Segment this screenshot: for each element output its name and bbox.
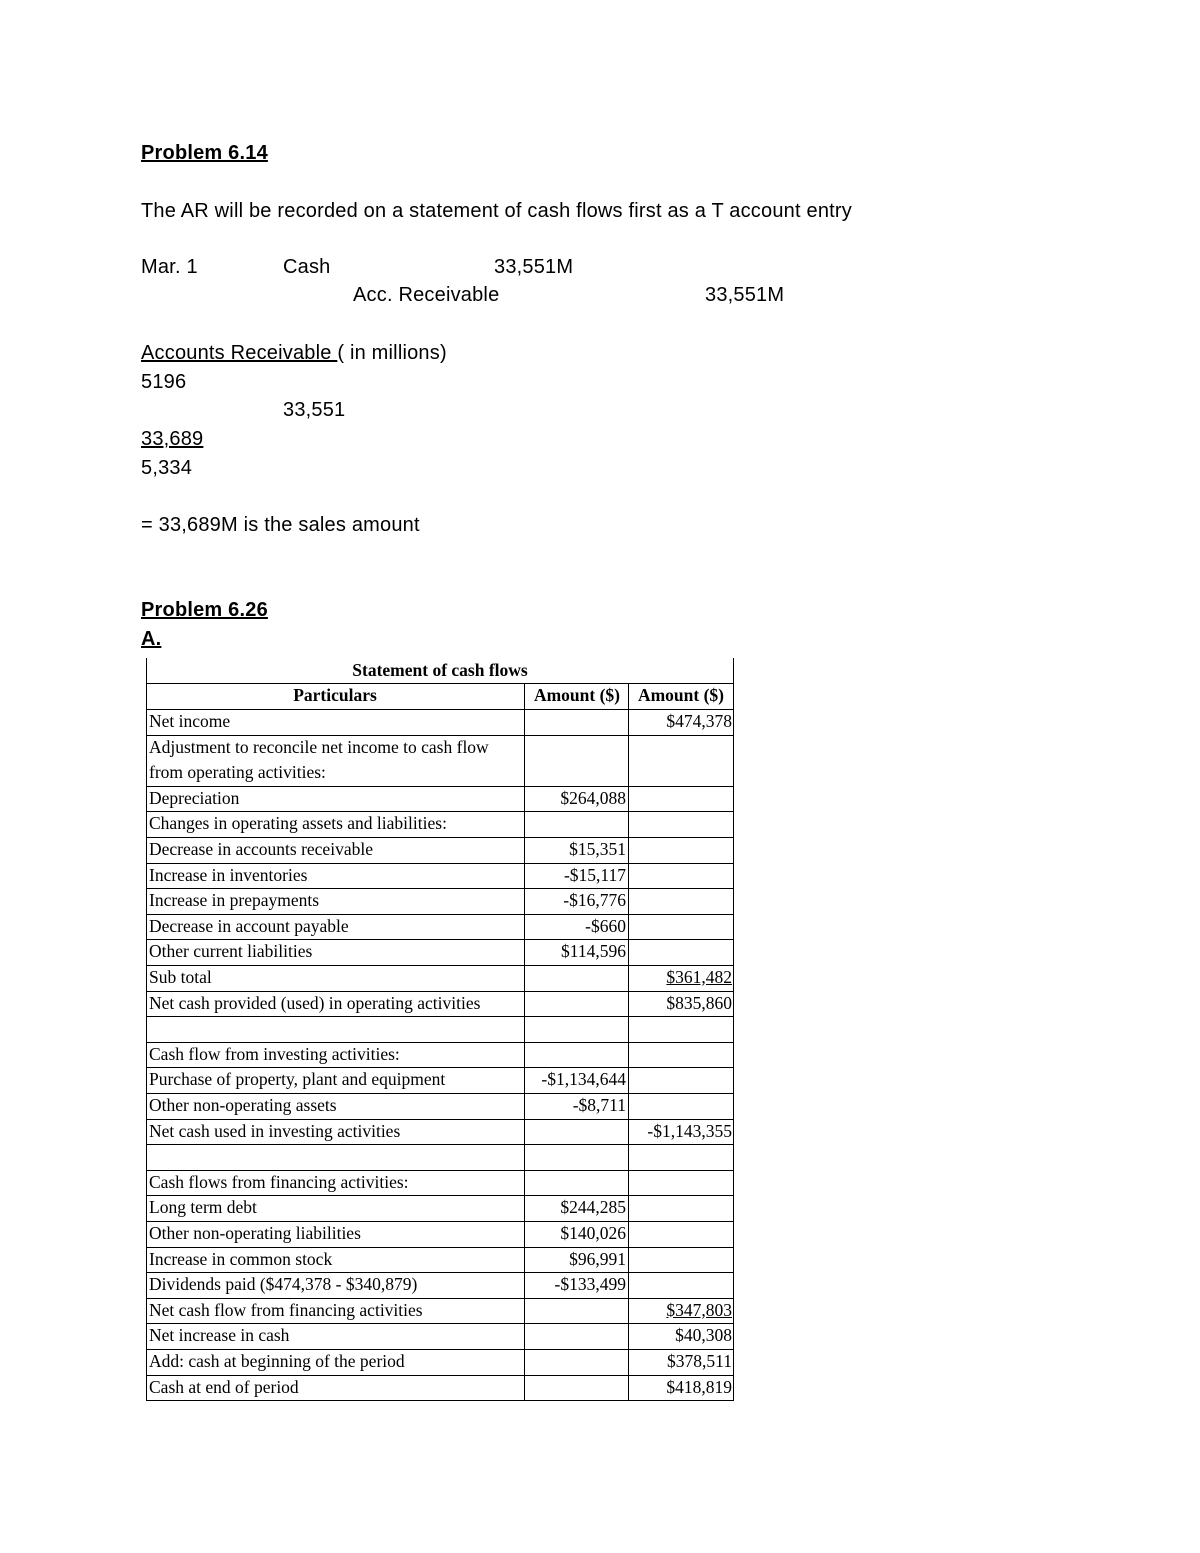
- entry-credit-account: Acc. Receivable: [353, 284, 500, 306]
- row-label: Depreciation: [149, 787, 240, 808]
- cash-flow-statement-table: [146, 658, 734, 1400]
- row-label: Net income: [149, 711, 231, 731]
- row-label: Sub total: [149, 967, 212, 987]
- row-label: from operating activities:: [149, 762, 326, 783]
- entry-date: Mar. 1: [141, 256, 198, 278]
- row-label: Net cash used in investing activities: [149, 1120, 401, 1141]
- row-amount-2: $835,860: [666, 992, 732, 1013]
- row-label: Increase in inventories: [149, 864, 308, 885]
- row-label: Net increase in cash: [149, 1325, 290, 1346]
- table-right-border: [733, 658, 734, 1400]
- row-amount-1: $140,026: [560, 1223, 626, 1243]
- entry-debit-amount: 33,551M: [494, 256, 574, 278]
- row-label: Long term debt: [149, 1197, 257, 1218]
- row-amount-2: $361,482: [666, 967, 732, 987]
- row-divider: [146, 1144, 734, 1145]
- problem-6-14-intro: The AR will be recorded on a statement of cash flows first as a T account entry: [141, 200, 852, 222]
- t-account-title-rest: ( in millions): [337, 342, 447, 364]
- row-label: Changes in operating assets and liabilities:: [149, 813, 447, 834]
- row-label: Increase in common stock: [149, 1248, 333, 1269]
- header-amount-2: Amount ($): [637, 685, 725, 705]
- row-amount-1: $114,596: [561, 941, 626, 962]
- row-amount-2: $418,819: [666, 1376, 732, 1397]
- row-label: Cash flow from investing activities:: [149, 1043, 400, 1064]
- table-left-border: [146, 658, 147, 1400]
- header-particulars: Particulars: [293, 685, 377, 705]
- row-divider: [146, 1400, 734, 1401]
- row-label: Net cash provided (used) in operating activities: [149, 992, 481, 1013]
- row-amount-2: $378,511: [667, 1351, 732, 1371]
- row-label: Net cash flow from financing activities: [149, 1299, 423, 1320]
- part-a-label: A.: [141, 628, 162, 650]
- row-label: Add: cash at beginning of the period: [149, 1351, 405, 1371]
- row-label: Dividends paid ($474,378 - $340,879): [149, 1274, 418, 1295]
- row-amount-1: $244,285: [560, 1197, 626, 1218]
- row-amount-2: $474,378: [666, 711, 732, 731]
- t-account-credit: 33,551: [283, 399, 346, 421]
- row-amount-1: -$16,776: [563, 890, 626, 911]
- t-account-title: [141, 342, 447, 365]
- header-amount-1: Amount ($): [533, 685, 621, 705]
- row-amount-1: $264,088: [560, 787, 626, 808]
- row-label: Other non-operating assets: [149, 1095, 337, 1115]
- row-amount-1: -$8,711: [572, 1095, 626, 1115]
- t-account-ending: 5,334: [141, 457, 193, 479]
- t-account-title-underlined: Accounts Receivable: [141, 342, 338, 364]
- row-amount-1: -$133,499: [554, 1274, 626, 1295]
- row-amount-2: $347,803: [666, 1299, 732, 1320]
- row-label: Purchase of property, plant and equipment: [149, 1069, 446, 1090]
- row-label: Cash flows from financing activities:: [149, 1171, 409, 1192]
- problem-6-26-title: Problem 6.26: [141, 599, 268, 621]
- problem-6-14-title: Problem 6.14: [141, 142, 268, 164]
- row-amount-2: -$1,143,355: [647, 1120, 732, 1141]
- row-label: Other non-operating liabilities: [149, 1223, 361, 1243]
- row-label: Decrease in accounts receivable: [149, 839, 373, 859]
- row-label: Other current liabilities: [149, 941, 313, 962]
- row-divider: [146, 1016, 734, 1017]
- row-label: Cash at end of period: [149, 1376, 299, 1397]
- row-amount-1: -$15,117: [563, 864, 626, 885]
- row-amount-2: $40,308: [675, 1325, 732, 1346]
- row-amount-1: -$660: [585, 915, 626, 936]
- row-label: Decrease in account payable: [149, 915, 349, 936]
- row-label: Increase in prepayments: [149, 890, 320, 911]
- row-amount-1: -$1,134,644: [541, 1069, 626, 1090]
- t-account-debit: 33,689: [141, 428, 204, 450]
- entry-credit-amount: 33,551M: [705, 284, 785, 306]
- entry-debit-account: Cash: [283, 256, 331, 278]
- sales-conclusion: = 33,689M is the sales amount: [141, 514, 420, 536]
- t-account-beginning: 5196: [141, 371, 187, 393]
- row-label: Adjustment to reconcile net income to cash flow: [149, 736, 489, 757]
- row-amount-1: $15,351: [569, 839, 626, 859]
- table-title: Statement of cash flows: [352, 660, 528, 680]
- row-amount-1: $96,991: [569, 1248, 626, 1269]
